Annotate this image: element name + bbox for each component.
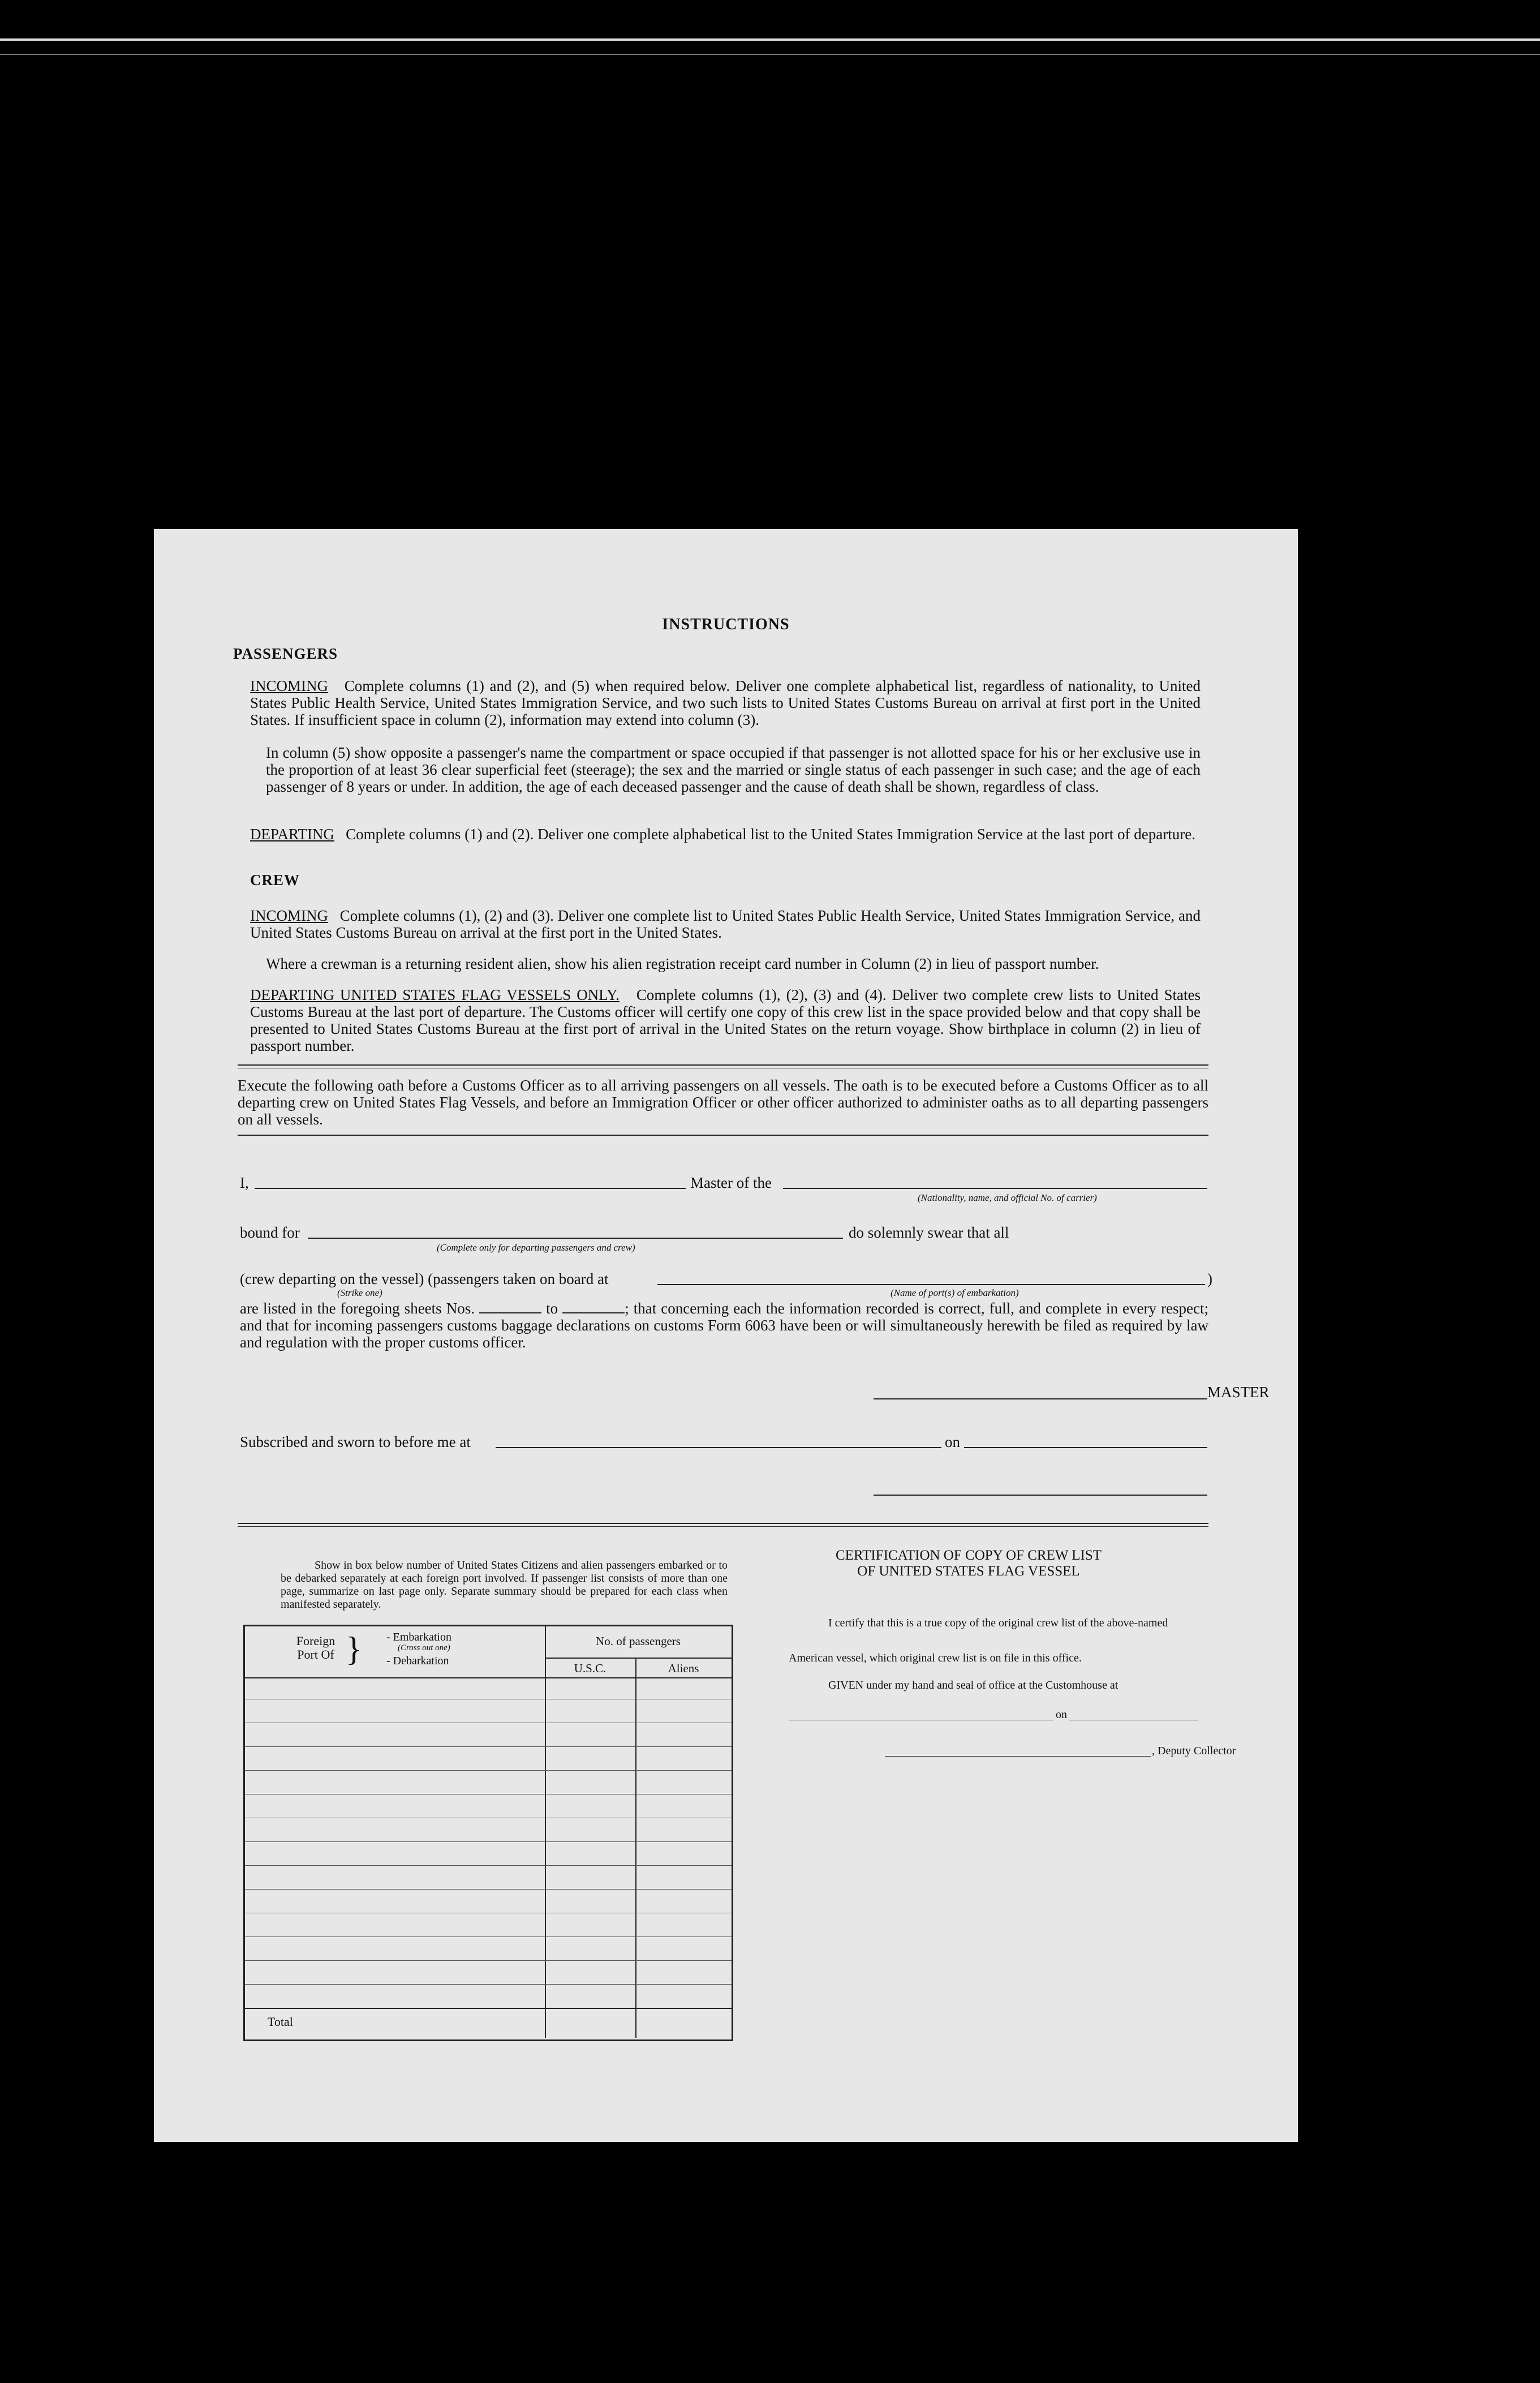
- subscribed-label: Subscribed and sworn to before me at: [240, 1433, 471, 1450]
- table-row-rule: [245, 1984, 732, 1985]
- crew-incoming-paragraph: [250, 907, 1201, 941]
- film-edge-line: [0, 38, 1540, 41]
- column5-paragraph: In column (5) show opposite a passenger's name the compartment or space occupied if that passenger is not allotted space for his or her exclusive use in the proportion of at least 36 clear superficial feet (steerage); the sex and the married or single status of each passenger in such case; and the age of each passenger of 8 years or under. In addition, the age of each deceased passenger and the cause of death shall be shown, regardless of class.: [266, 744, 1201, 795]
- crew-heading: CREW: [250, 871, 300, 888]
- close-paren: ): [1207, 1270, 1212, 1287]
- instructions-title: INSTRUCTIONS: [662, 616, 790, 633]
- officer-signature-field[interactable]: [874, 1495, 1207, 1496]
- passenger-summary-table: [243, 1625, 733, 2041]
- subscribed-on-label: on: [945, 1433, 960, 1450]
- passengers-departing-paragraph: [250, 826, 1201, 843]
- carrier-field[interactable]: [783, 1188, 1207, 1189]
- table-row-rule: [245, 1841, 732, 1842]
- resident-alien-paragraph: Where a crewman is a returning resident alien, show his alien registration receipt card number in Column (2) in lieu of passport number.: [266, 955, 1099, 972]
- foreign-port-of-label: Foreign Port Of: [296, 1634, 335, 1661]
- oath-bottom-rule: [238, 1523, 1208, 1524]
- cross-out-label: (Cross out one): [398, 1643, 450, 1652]
- oath-bottom-rule-thin: [238, 1526, 1208, 1527]
- crew-departing-label: (crew departing on the vessel) (passengers taken on board at: [240, 1270, 609, 1287]
- passengers-departing-label: DEPARTING: [250, 826, 334, 843]
- passengers-departing-text: Complete columns (1) and (2). Deliver one complete alphabetical list to the United States Immigration Service at the last port of departure.: [346, 826, 1195, 843]
- bound-for-field[interactable]: [308, 1238, 843, 1239]
- deputy-collector-signature-field[interactable]: [885, 1756, 1151, 1757]
- oath-listed-paragraph: [240, 1300, 1208, 1351]
- passengers-incoming-label: INCOMING: [250, 677, 328, 694]
- table-row-rule: [245, 1960, 732, 1961]
- table-row-rule: [245, 1865, 732, 1866]
- film-edge-line-lower: [0, 54, 1540, 55]
- table-row-rule: [245, 1746, 732, 1747]
- oath-i-label: I,: [240, 1174, 249, 1191]
- certification-title-line1: CERTIFICATION OF COPY OF CREW LIST: [835, 1548, 1102, 1563]
- passengers-incoming-text: Complete columns (1) and (2), and (5) when required below. Deliver one complete alphabetical list, regardless of nationality, to United States Public Health Service, United States Immigration Service, and two such lists to United States Customs Bureau on arrival at first port in the United States. If insufficient space in column (2), information may extend into column (3).: [250, 677, 1201, 728]
- brace-glyph: }: [346, 1630, 362, 1668]
- table-row-rule: [245, 1770, 732, 1771]
- total-label: Total: [268, 2015, 293, 2029]
- flag-vessels-label: DEPARTING UNITED STATES FLAG VESSELS ONLY.: [250, 986, 620, 1003]
- table-header-rule: [245, 1677, 732, 1678]
- table-total-rule: [245, 2008, 732, 2009]
- oath-listed-text-2: ; that concerning each the information recorded is correct, full, and complete in every respect; and that for incoming passengers customs baggage declarations on customs Form 6063 have been or will simultaneously herewith be filed as required by law and regulation with the proper customs officer.: [240, 1300, 1209, 1351]
- subscribed-date-field[interactable]: [964, 1447, 1207, 1448]
- oath-intro-rule: [238, 1135, 1208, 1136]
- passengers-incoming-paragraph: [250, 677, 1201, 728]
- table-row-rule: [245, 1889, 732, 1890]
- debarkation-label: - Debarkation: [386, 1655, 449, 1667]
- port-header-cell: [245, 1626, 545, 1677]
- nationality-caption: (Nationality, name, and official No. of carrier): [918, 1192, 1097, 1203]
- sheet-to-field[interactable]: [562, 1312, 625, 1313]
- ports-caption: (Name of port(s) of embarkation): [891, 1287, 1019, 1298]
- complete-only-caption: (Complete only for departing passengers and crew): [437, 1242, 635, 1253]
- deputy-collector-label: , Deputy Collector: [1152, 1745, 1236, 1757]
- sheet-from-field[interactable]: [479, 1312, 541, 1313]
- master-name-field[interactable]: [255, 1188, 686, 1189]
- usc-label: U.S.C.: [574, 1661, 606, 1675]
- passengers-heading: PASSENGERS: [233, 645, 338, 662]
- certify-text-2: American vessel, which original crew list is on file in this office.: [789, 1652, 1082, 1664]
- oath-to-label: to: [546, 1300, 558, 1317]
- embarkation-label: - Embarkation: [386, 1631, 451, 1643]
- crew-incoming-text: Complete columns (1), (2) and (3). Deliver one complete list to United States Public Health Service, United States Immigration Service, and United States Customs Bureau on arrival at the first port in the United States.: [250, 907, 1201, 941]
- bound-for-label: bound for: [240, 1224, 300, 1241]
- flag-vessels-paragraph: [250, 986, 1201, 1054]
- certify-text-1: I certify that this is a true copy of the original crew list of the above-named: [828, 1617, 1168, 1629]
- master-of-the-label: Master of the: [690, 1174, 772, 1191]
- given-text: GIVEN under my hand and seal of office at the Customhouse at: [828, 1679, 1119, 1691]
- do-solemnly-label: do solemnly swear that all: [849, 1224, 1009, 1241]
- summary-instruction: Show in box below number of United States Citizens and alien passengers embarked or to be debarked separately at each foreign port involved. If passenger list consists of more than one page, summarize on last page only. Separate summary should be prepared for each class when manifested separately.: [281, 1559, 728, 1611]
- strike-one-caption: (Strike one): [337, 1287, 382, 1298]
- certification-title-line2: OF UNITED STATES FLAG VESSEL: [857, 1564, 1080, 1579]
- given-on-label: on: [1053, 1708, 1069, 1721]
- master-label: MASTER: [1207, 1384, 1270, 1401]
- crew-incoming-label: INCOMING: [250, 907, 328, 924]
- master-signature-field[interactable]: [874, 1398, 1207, 1399]
- aliens-label: Aliens: [668, 1661, 699, 1675]
- embarkation-ports-field[interactable]: [657, 1284, 1205, 1285]
- divider-rule: [238, 1064, 1208, 1066]
- table-col-divider-2: [635, 1658, 636, 2038]
- flag-vessels-text: Complete columns (1), (2), (3) and (4). Deliver two complete crew lists to United States Customs Bureau at the last port of departure. The Customs officer will certify one copy of this crew list in the space provided below and that copy shall be presented to United States Customs Bureau at the first port of arrival in the United States on the return voyage. Show birthplace in column (2) in lieu of passport number.: [250, 986, 1201, 1054]
- table-col-divider-1: [545, 1626, 546, 2038]
- oath-intro: Execute the following oath before a Customs Officer as to all arriving passengers on all vessels. The oath is to be executed before a Customs Officer as to all departing crew on United States Flag Vessels, and before an Immigration Officer or other officer authorized to administer oaths as to all departing passengers on all vessels.: [238, 1077, 1208, 1128]
- no-of-passengers-label: No. of passengers: [596, 1634, 681, 1648]
- subscribed-place-field[interactable]: [496, 1447, 941, 1448]
- document-page: [154, 529, 1298, 2142]
- certification-title: [754, 1548, 1184, 1579]
- oath-listed-text-1: are listed in the foregoing sheets Nos.: [240, 1300, 475, 1317]
- passengers-header-rule: [545, 1658, 732, 1659]
